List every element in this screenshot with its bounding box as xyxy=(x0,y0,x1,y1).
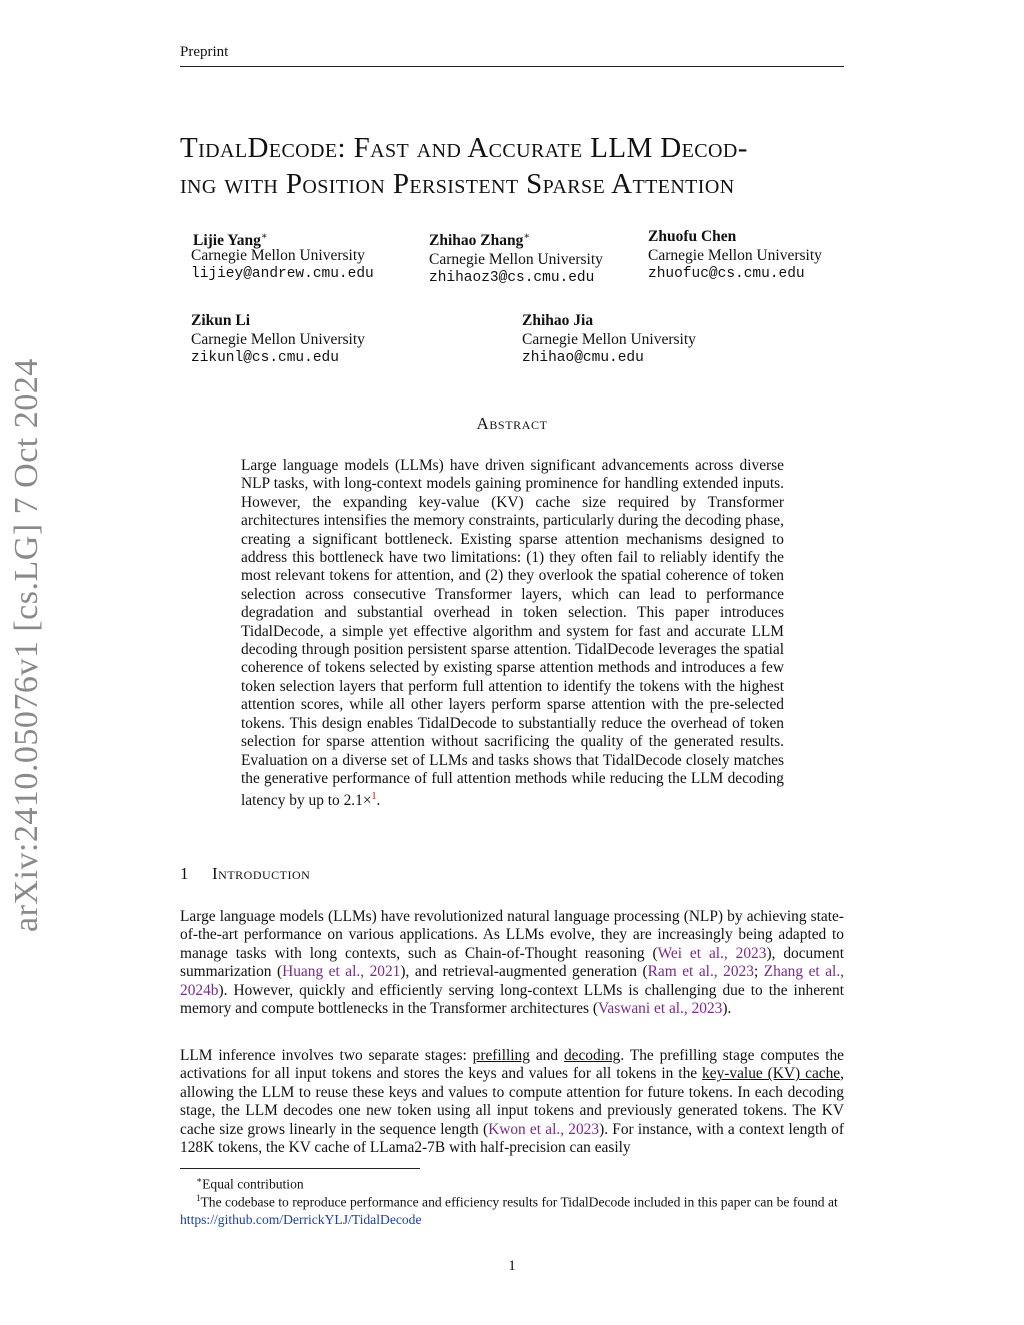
author-block xyxy=(191,246,374,284)
author-name: Zikun Li xyxy=(191,312,251,329)
abstract-heading: Abstract xyxy=(476,414,548,433)
author-email[interactable]: lijiey@andrew.cmu.edu xyxy=(191,266,374,282)
footnote-2: $^1$The codebase to reproduce performance and efficiency results for TidalDecode included in this paper can be found at https://github.com/DerrickYLJ/TidalDecode xyxy=(180,1193,838,1227)
author-name: Lijie Yang∗ xyxy=(193,231,268,250)
section-heading-introduction: 1 Introduction xyxy=(180,864,311,883)
author-name: Zhihao Jia xyxy=(522,312,594,329)
arxiv-sidebar-stamp: arXiv:2410.05076v1 [cs.LG] 7 Oct 2024 xyxy=(8,358,45,932)
intro-paragraph-2: LLM inference involves two separate stages: prefilling and decoding. The prefilling stage computes the activations for all input tokens and stores the keys and values for all tokens in the key-value (KV) cache, allowing the LLM to reuse these keys and values to compute attention for future tokens. In each decoding stage, the LLM decodes one new token using all input tokens and previously generated tokens. The KV cache size grows linearly in the sequence length (Kwon et al., 2023). For instance, with a context length of 128K tokens, the KV cache of LLama2-7B with half-precision can easily xyxy=(180,1047,845,1157)
author-affiliation: Carnegie Mellon University xyxy=(648,247,822,264)
term-kv-cache: key-value (KV) cache xyxy=(702,1065,841,1083)
author-email[interactable]: zhuofuc@cs.cmu.edu xyxy=(648,266,805,282)
citation-link[interactable]: Vaswani et al., 2023 xyxy=(598,1000,723,1018)
citation-link[interactable]: Zhang et al., 2024b xyxy=(180,963,845,999)
author-affiliation: Carnegie Mellon University xyxy=(429,251,603,269)
author-affiliation: Carnegie Mellon University xyxy=(522,331,696,348)
title-line-1: TidalDecode: Fast and Accurate LLM Decod- xyxy=(180,132,748,164)
paper-title xyxy=(180,130,860,202)
author-block xyxy=(429,227,603,288)
citation-link[interactable]: Wei et al., 2023 xyxy=(657,944,767,962)
author-affiliation: Carnegie Mellon University xyxy=(191,247,365,264)
author-block xyxy=(648,227,822,284)
running-header: Preprint xyxy=(180,44,229,60)
term-decoding: decoding xyxy=(563,1047,621,1064)
title-line-2: ing with Position Persistent Sparse Attention xyxy=(180,168,735,200)
author-email[interactable]: zhihao@cmu.edu xyxy=(522,350,644,366)
footnote-1: ∗Equal contribution xyxy=(196,1175,304,1192)
author-email[interactable]: zhihaoz3@cs.cmu.edu xyxy=(429,270,595,287)
intro-paragraph-1: Large language models (LLMs) have revolutionized natural language processing (NLP) by achieving state-of-the-art performance on various applications. As LLMs evolve, they are increasingly being adapted to manage tasks with long contexts, such as Chain-of-Thought reasoning (Wei et al., 2023), document summarization (Huang et al., 2021), and retrieval-augmented generation (Ram et al., 2023; Zhang et al., 2024b). However, quickly and efficiently serving long-context LLMs is challenging due to the inherent memory and compute bottlenecks in the Transformer architectures (Vaswani et al., 2023). xyxy=(180,908,845,1018)
author-name: Zhihao Zhang∗ xyxy=(429,231,531,250)
author-block xyxy=(191,311,365,368)
author-email[interactable]: zikunl@cs.cmu.edu xyxy=(191,350,339,366)
citation-link[interactable]: Kwon et al., 2023 xyxy=(488,1120,600,1138)
header-rule xyxy=(180,66,844,67)
footnote-rule xyxy=(180,1168,420,1169)
citation-link[interactable]: Huang et al., 2021 xyxy=(282,963,401,981)
author-affiliation: Carnegie Mellon University xyxy=(191,331,365,348)
page-number: 1 xyxy=(508,1258,516,1274)
term-prefilling: prefilling xyxy=(472,1047,530,1064)
author-block xyxy=(522,311,696,368)
author-name: Zhuofu Chen xyxy=(648,228,737,245)
github-link[interactable]: https://github.com/DerrickYLJ/TidalDecode xyxy=(180,1211,422,1227)
abstract-body: Large language models (LLMs) have driven significant advancements across diverse NLP tasks, with long-context models gaining prominence for handling extended inputs. However, the expanding key-value (KV) cache size required by Transformer architectures intensifies the memory constraints, particularly during the decoding phase, creating a significant bottleneck. Existing sparse attention mechanisms designed to address this bottleneck have two limitations: (1) they often fail to reliably identify the most relevant tokens for attention, and (2) they overlook the spatial coherence of token selection across consecutive Transformer layers, which can lead to performance degradation and substantial overhead in token selection. This paper introduces TidalDecode, a simple yet effective algorithm and system for fast and accurate LLM decoding through position persistent sparse attention. TidalDecode leverages the spatial coherence of tokens selected by existing sparse attention methods and introduces a few token selection layers that perform full attention to identify the tokens with the highest attention scores, while all other layers perform sparse attention with the pre-selected tokens. This design enables TidalDecode to substantially reduce the overhead of token selection for sparse attention without sacrificing the quality of the generated results. Evaluation on a diverse set of LLMs and tasks shows that TidalDecode closely matches the generative performance of full attention methods while reducing the LLM decoding latency by up to 2.1×$^1$. xyxy=(241,457,784,810)
citation-link[interactable]: Ram et al., 2023 xyxy=(647,963,754,981)
footnote-ref[interactable]: 1 xyxy=(371,791,377,803)
